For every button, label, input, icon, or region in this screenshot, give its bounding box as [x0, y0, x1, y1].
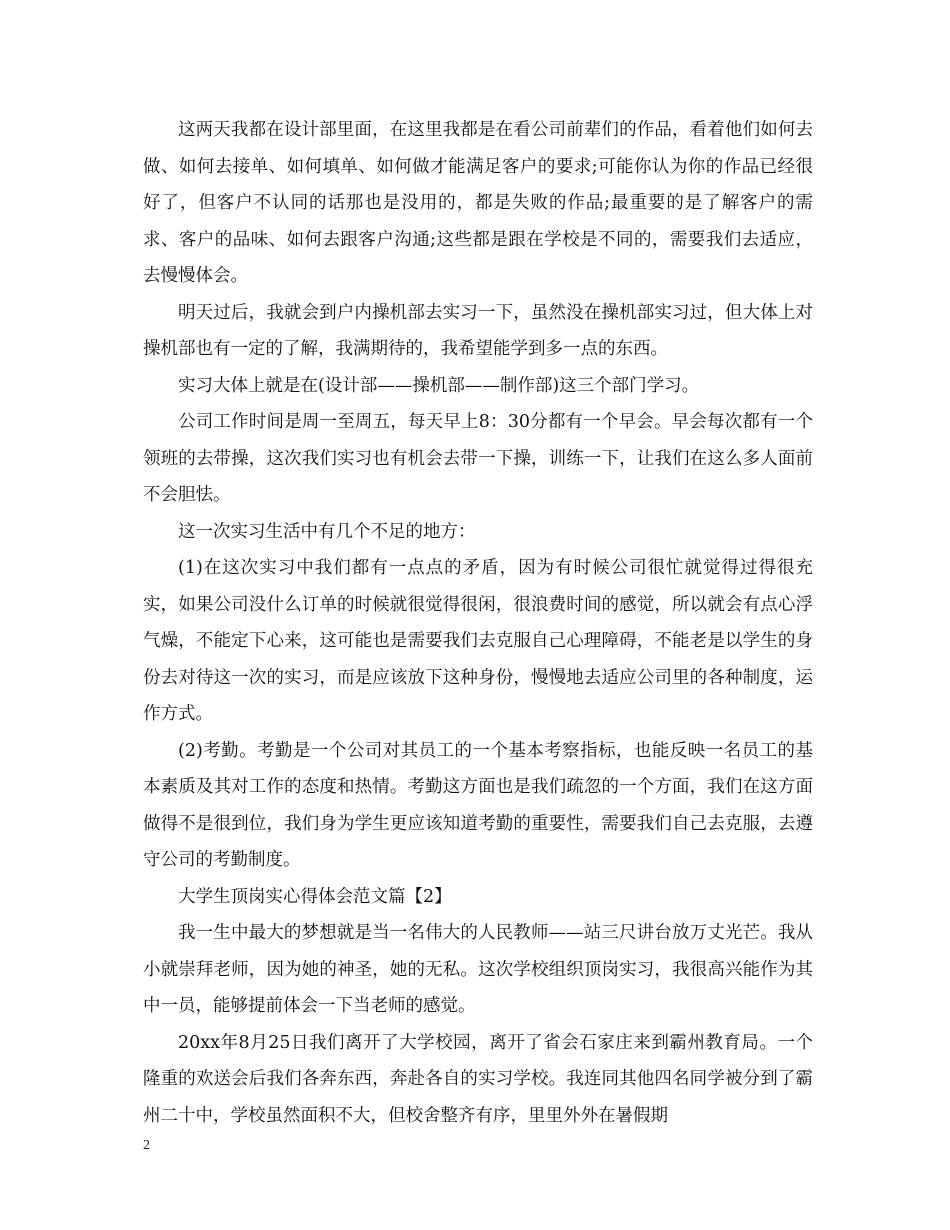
- paragraph-5: 这一次实习生活中有几个不足的地方：: [178, 521, 476, 542]
- page-number: 2: [143, 1138, 150, 1153]
- paragraph-8: 我一生中最大的梦想就是当一名伟大的人民教师——站三尺讲台放万丈光芒。我从小就崇拜老师，因为她的神圣，她的无私。这次学校组织顶岗实习，我很高兴能作为其中一员，能够提前体会一下当老师的感觉。: [143, 923, 813, 1016]
- paragraph-4: 公司工作时间是周一至周五，每天早上8：30分都有一个早会。早会每次都有一个领班的去带操，这次我们实习也有机会去带一下操，训练一下，让我们在这么多人面前不会胆怯。: [143, 412, 813, 505]
- paragraph-9: 20xx年8月25日我们离开了大学校园，离开了省会石家庄来到霸州教育局。一个隆重的欢送会后我们各奔东西，奔赴各自的实习学校。我连同其他四名同学被分到了霸州二十中，学校虽然面积不大，但校舍整齐有序，里里外外在暑假期: [143, 1032, 813, 1126]
- section-heading: 大学生顶岗实心得体会范文篇【2】: [178, 886, 452, 907]
- paragraph-1: 这两天我都在设计部里面，在这里我都是在看公司前辈们的作品，看着他们如何去做、如何去接单、如何填单、如何做才能满足客户的要求;可能你认为你的作品已经很好了，但客户不认同的话那也是没用的，都是失败的作品;最重要的是了解客户的需求、客户的品味、如何去跟客户沟通;这些都是跟在学校是不同的，需要我们去适应，去慢慢体会。: [143, 120, 813, 286]
- paragraph-6: (1)在这次实习中我们都有一点点的矛盾，因为有时候公司很忙就觉得过得很充实，如果公司没什么订单的时候就很觉得很闲，很浪费时间的感觉，所以就会有点心浮气燥，不能定下心来，这可能也是需要我们去克服自己心理障碍，不能老是以学生的身份去对待这一次的实习，而是应该放下这种身份，慢慢地去适应公司里的各种制度，运作方式。: [143, 558, 813, 724]
- paragraph-3: 实习大体上就是在(设计部——操机部——制作部)这三个部门学习。: [178, 375, 700, 396]
- document-body: [143, 112, 813, 1134]
- paragraph-7: (2)考勤。考勤是一个公司对其员工的一个基本考察指标，也能反映一名员工的基本素质及其对工作的态度和热情。考勤这方面也是我们疏忽的一个方面，我们在这方面做得不是很到位，我们身为学生更应该知道考勤的重要性，需要我们自己去克服，去遵守公司的考勤制度。: [143, 740, 813, 870]
- paragraph-2: 明天过后，我就会到户内操机部去实习一下，虽然没在操机部实习过，但大体上对操机部也有一定的了解，我满期待的，我希望能学到多一点的东西。: [143, 302, 813, 359]
